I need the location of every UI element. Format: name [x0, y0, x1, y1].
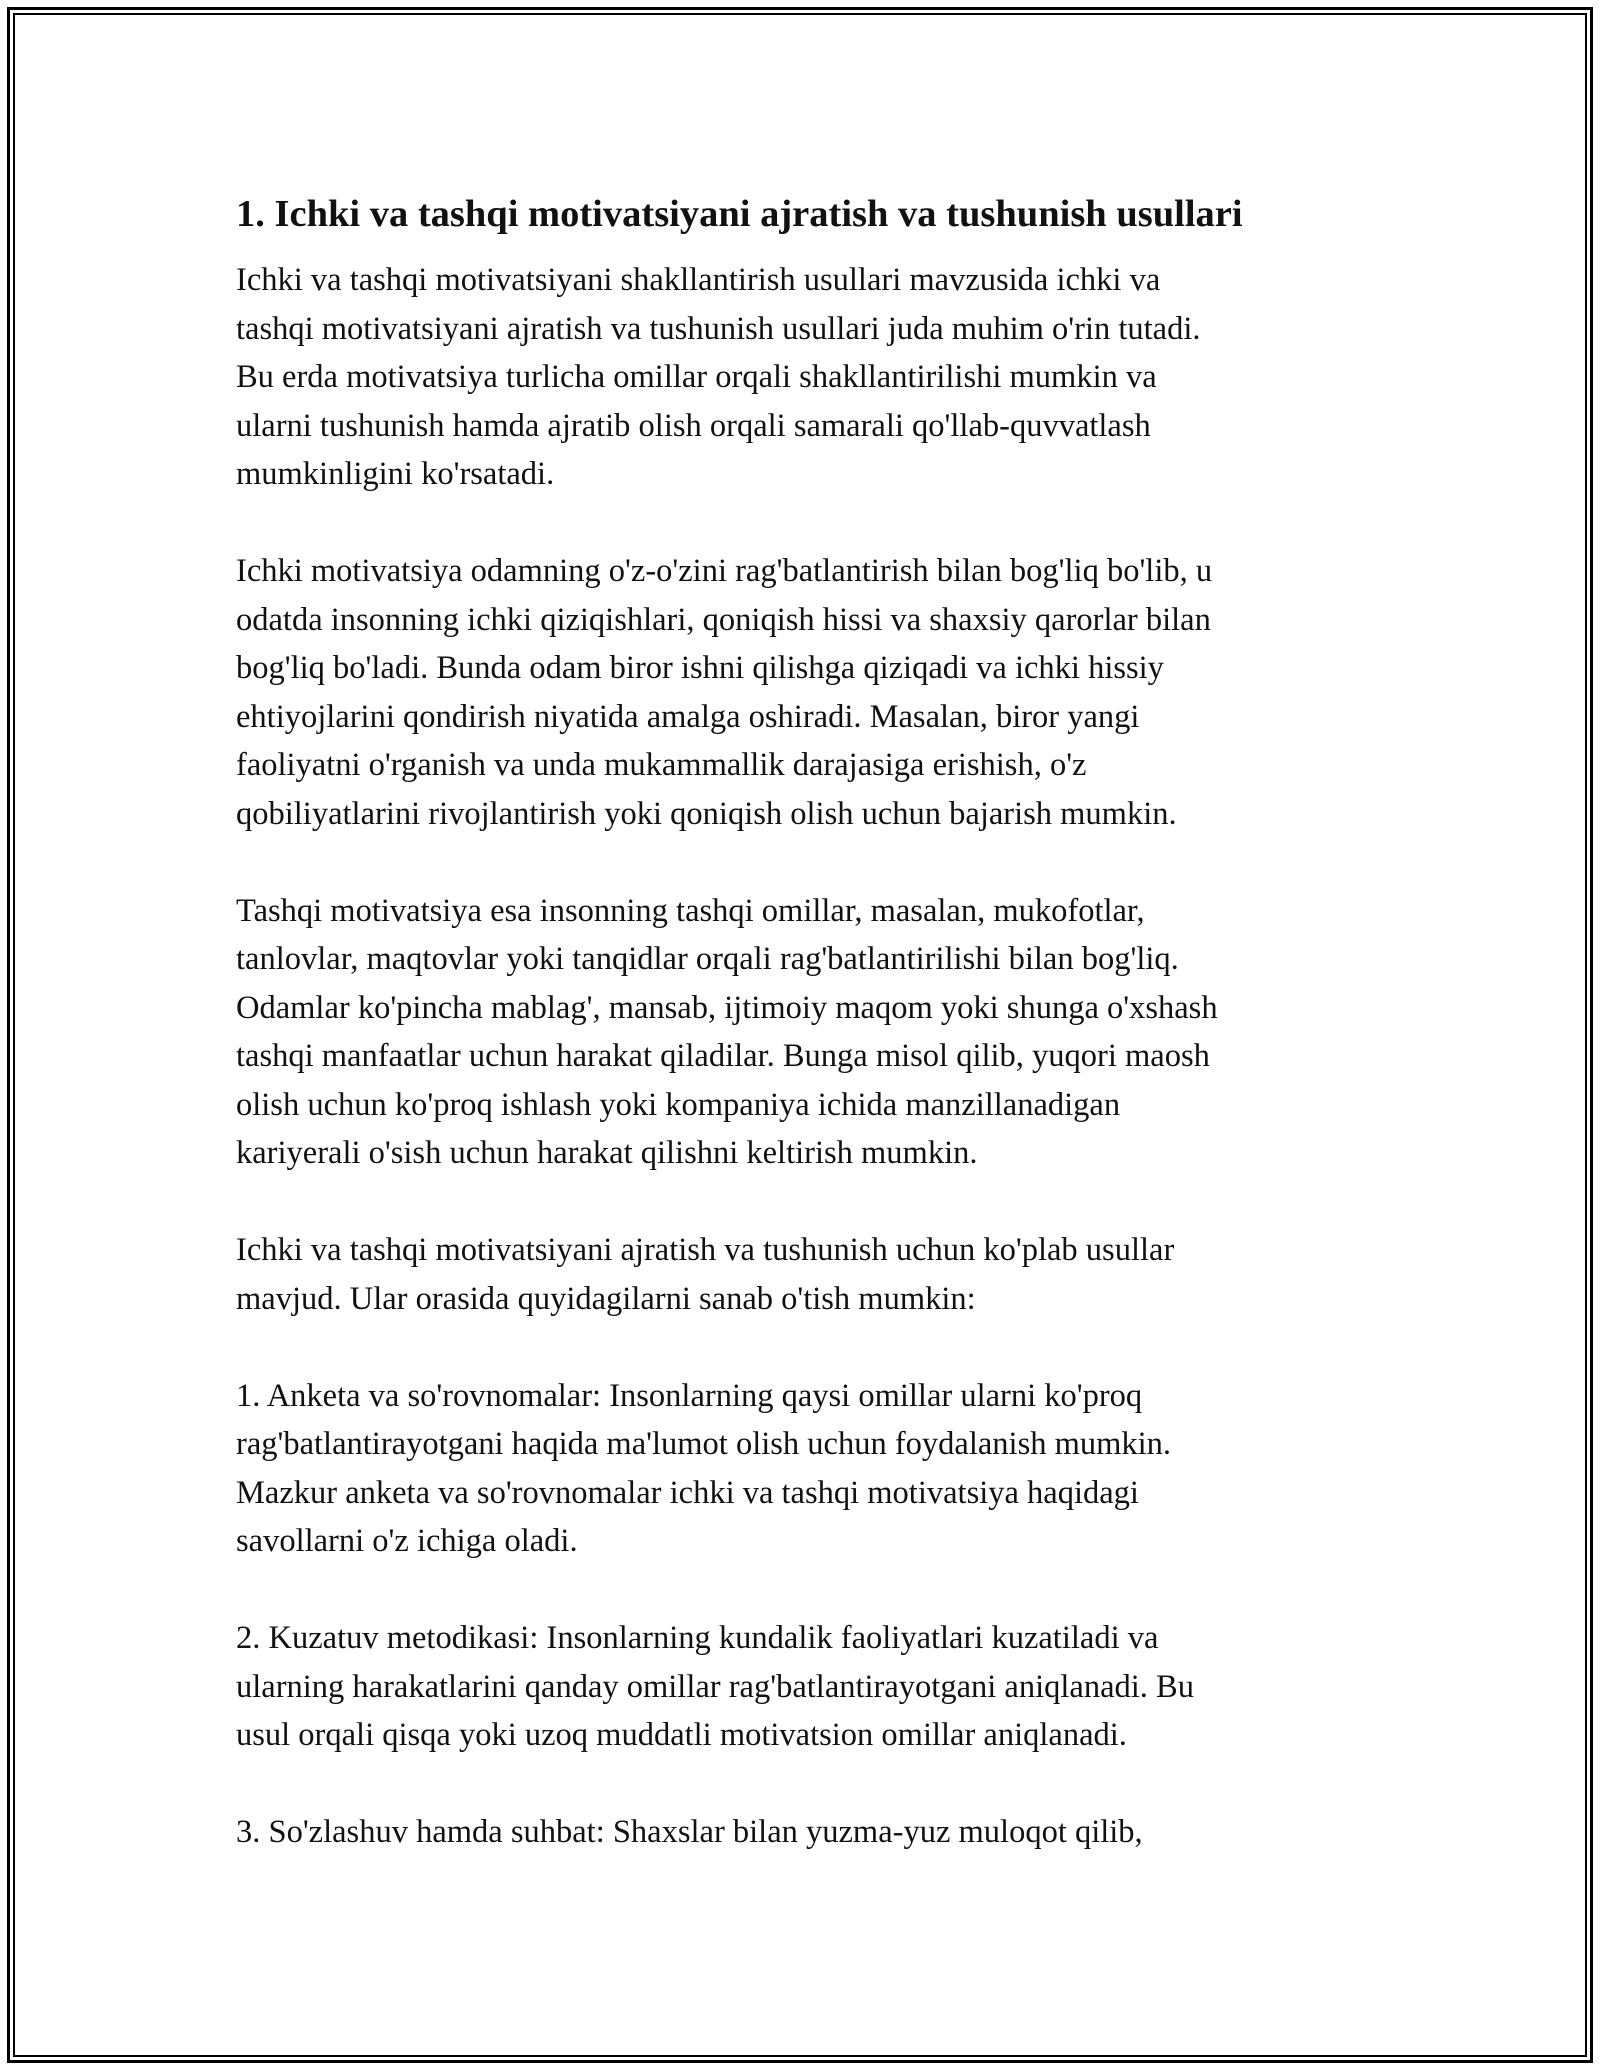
- list-item-interview: [236, 1808, 1366, 1857]
- text-line: rag'batlantirayotgani haqida ma'lumot olish uchun foydalanish mumkin.: [236, 1426, 1172, 1462]
- text-line: 2. Kuzatuv metodikasi: Insonlarning kundalik faoliyatlari kuzatiladi va: [236, 1620, 1159, 1656]
- document-body: [236, 190, 1366, 1905]
- text-line: ularning harakatlarini qanday omillar rag'batlantirayotgani aniqlanadi. Bu: [236, 1668, 1194, 1705]
- text-line: 1. Anketa va so'rovnomalar: Insonlarning qaysi omillar ularni ko'proq: [236, 1377, 1143, 1414]
- text-line: tanlovlar, maqtovlar yoki tanqidlar orqali rag'batlantirilishi bilan bog'liq.: [236, 941, 1179, 977]
- text-line: Bu erda motivatsiya turlicha omillar orqali shakllantirilishi mumkin va: [236, 359, 1157, 395]
- text-line: mavjud. Ular orasida quyidagilarni sanab o'tish mumkin:: [236, 1280, 976, 1317]
- text-line: ularni tushunish hamda ajratib olish orqali samarali qo'llab-quvvatlash: [236, 407, 1151, 444]
- paragraph-intro: [236, 256, 1366, 499]
- text-line: Odamlar ko'pincha mablag', mansab, ijtimoiy maqom yoki shunga o'xshash: [236, 989, 1218, 1026]
- paragraph-internal-motivation: [236, 547, 1366, 838]
- paragraph-external-motivation: [236, 887, 1366, 1178]
- text-line: qobiliyatlarini rivojlantirish yoki qoniqish olish uchun bajarish mumkin.: [236, 795, 1177, 832]
- text-line: ehtiyojlarini qondirish niyatida amalga oshiradi. Masalan, biror yangi: [236, 698, 1140, 735]
- section-heading: 1. Ichki va tashqi motivatsiyani ajratish va tushunish usullari: [236, 193, 1243, 235]
- text-line: odatda insonning ichki qiziqishlari, qoniqish hissi va shaxsiy qarorlar bilan: [236, 601, 1211, 638]
- list-item-surveys: [236, 1372, 1366, 1566]
- text-line: mumkinligini ko'rsatadi.: [236, 456, 555, 492]
- text-line: olish uchun ko'proq ishlash yoki kompaniya ichida manzillanadigan: [236, 1086, 1121, 1123]
- text-line: 3. So'zlashuv hamda suhbat: Shaxslar bilan yuzma-yuz muloqot qilib,: [236, 1814, 1143, 1850]
- text-line: savollarni o'z ichiga oladi.: [236, 1523, 578, 1559]
- text-line: Ichki va tashqi motivatsiyani shakllantirish usullari mavzusida ichki va: [236, 262, 1161, 298]
- text-line: faoliyatni o'rganish va unda mukammallik darajasiga erishish, o'z: [236, 747, 1087, 783]
- paragraph-methods-intro: [236, 1226, 1366, 1323]
- list-item-observation: [236, 1614, 1366, 1760]
- text-line: kariyerali o'sish uchun harakat qilishni keltirish mumkin.: [236, 1135, 978, 1171]
- text-line: Ichki va tashqi motivatsiyani ajratish va tushunish uchun ko'plab usullar: [236, 1232, 1175, 1268]
- text-line: bog'liq bo'ladi. Bunda odam biror ishni qilishga qiziqadi va ichki hissiy: [236, 650, 1164, 686]
- text-line: Tashqi motivatsiya esa insonning tashqi omillar, masalan, mukofotlar,: [236, 892, 1145, 929]
- text-line: usul orqali qisqa yoki uzoq muddatli motivatsion omillar aniqlanadi.: [236, 1717, 1127, 1753]
- text-line: Ichki motivatsiya odamning o'z-o'zini rag'batlantirish bilan bog'liq bo'lib, u: [236, 553, 1213, 589]
- text-line: Mazkur anketa va so'rovnomalar ichki va tashqi motivatsiya haqidagi: [236, 1474, 1139, 1511]
- text-line: tashqi manfaatlar uchun harakat qiladilar. Bunga misol qilib, yuqori maosh: [236, 1038, 1210, 1074]
- text-line: tashqi motivatsiyani ajratish va tushunish usullari juda muhim o'rin tutadi.: [236, 310, 1201, 347]
